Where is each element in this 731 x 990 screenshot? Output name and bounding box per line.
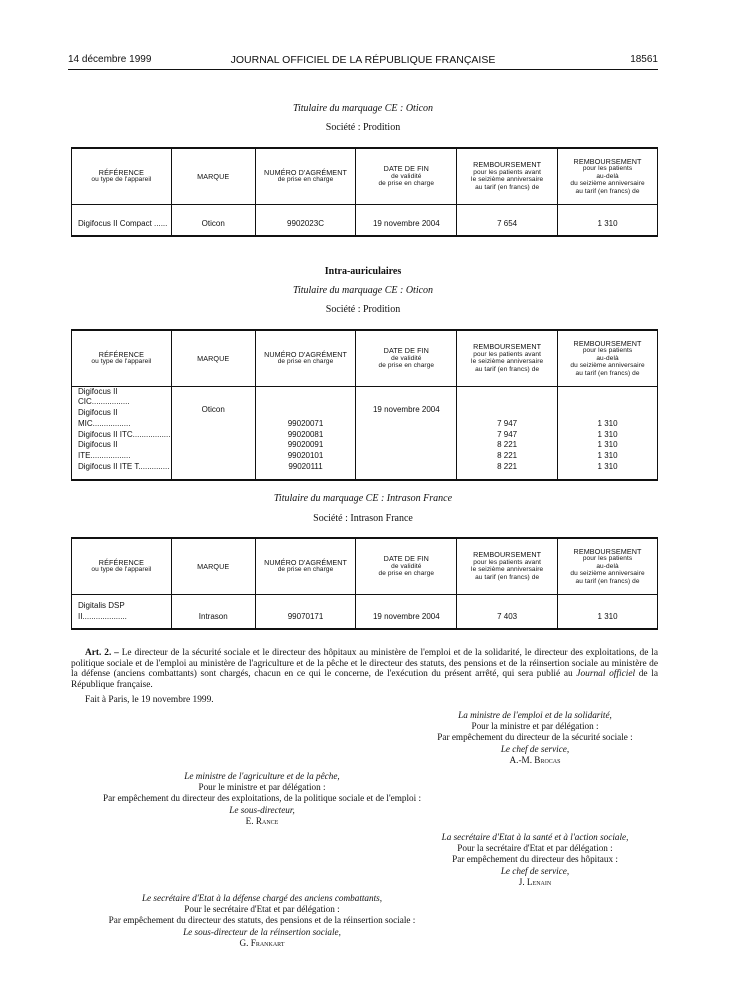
section3-titulaire: Titulaire du marquage CE : Intrason France (273, 493, 453, 504)
table-row (72, 386, 658, 480)
cell-marque: Intrason (171, 594, 255, 629)
col-numero: NUMÉRO D'AGRÉMENT de prise en charge (255, 148, 356, 204)
article-text: Le directeur de la sécurité sociale et le directeur des hôpitaux au ministère de l'emploi et de la solidarité, le directeur des exploitations, de la politique sociale et de l'emploi au ministère de l'agriculture et de la pêche et le directeur des statuts, des pensions et de la réinsertion sociale au ministère de la défense (anciens combattants) sont chargés, chacun en ce qui le concerne, de l'exécution du présent arrêté, qui sera publié au (71, 648, 658, 680)
col-marque: MARQUE (171, 148, 255, 204)
cell-remb-apres: 1 310 (558, 594, 658, 629)
col-remb-avant: REMBOURSEMENT pour les patients avant le seizième anniversaire au tarif (en francs) de (457, 148, 558, 204)
cell-numero: 9902023C (255, 204, 356, 236)
signature-defense: Le secrétaire d'Etat à la défense chargé des anciens combattants, Pour le secrétaire d'Etat et par délégation : Par empêchement du directeur des statuts, des pensions et de la réinsertion sociale : Le sous-directeur de la réinsertion sociale, G. Frankart (108, 893, 416, 948)
cell-marque: Oticon (171, 204, 255, 236)
page-header (68, 54, 658, 68)
fait-a-paris: Fait à Paris, le 19 novembre 1999. (85, 695, 214, 705)
header-date: 14 décembre 1999 (68, 54, 152, 65)
table-row (72, 594, 658, 629)
cell-remb-avant: 7 403 (457, 594, 558, 629)
cell-reference: Digifocus II Compact ...... (72, 204, 172, 236)
col-remb-apres: REMBOURSEMENT pour les patients au-delà du seizième anniversaire au tarif (en francs) de (558, 330, 658, 386)
cell-date-fin: 19 novembre 2004 (356, 386, 457, 480)
cell-remb-apres: 1 310 (558, 204, 658, 236)
col-remb-apres: REMBOURSEMENT pour les patients au-delà du seizième anniversaire au tarif (en francs) de (558, 148, 658, 204)
cell-date-fin: 19 novembre 2004 (356, 594, 457, 629)
table-header-row (72, 330, 658, 386)
article-2-paragraph (71, 648, 658, 690)
col-remb-apres: REMBOURSEMENT pour les patients au-delà du seizième anniversaire au tarif (en francs) de (558, 538, 658, 594)
signature-emploi: La ministre de l'emploi et de la solidarité, Pour la ministre et par délégation : Par empêchement du directeur de la sécurité sociale : Le chef de service, A.-M. Brocas (437, 710, 633, 765)
col-marque: MARQUE (171, 330, 255, 386)
signature-sante: La secrétaire d'Etat à la santé et à l'action sociale, Pour la secrétaire d'Etat et par délégation : Par empêchement du directeur des hôpitaux : Le chef de service, J. Lenain (441, 832, 629, 887)
section3-table (71, 537, 658, 630)
article-text-end: de la République française. (71, 669, 658, 690)
cell-reference-list: Digifocus II CIC................. Digifocus II MIC................. Digifocus II ITC................. Digifocus II ITE.................. Digifocus II ITE T.............. (72, 386, 172, 480)
col-date-fin: DATE DE FIN de validité de prise en charge (356, 148, 457, 204)
header-rule (68, 69, 658, 70)
section2-titulaire: Titulaire du marquage CE : Oticon (292, 285, 434, 296)
col-date-fin: DATE DE FIN de validité de prise en charge (356, 330, 457, 386)
col-marque: MARQUE (171, 538, 255, 594)
section1-table (71, 147, 658, 237)
article-label: Art. 2. – (85, 648, 119, 658)
cell-remb-avant-list: 7 947 7 947 8 221 8 221 8 221 (457, 386, 558, 480)
col-reference: RÉFÉRENCE ou type de l'appareil (72, 148, 172, 204)
col-reference: RÉFÉRENCE ou type de l'appareil (72, 538, 172, 594)
header-journal-title: JOURNAL OFFICIEL DE LA RÉPUBLIQUE FRANÇAISE (230, 54, 496, 66)
col-remb-avant: REMBOURSEMENT pour les patients avant le seizième anniversaire au tarif (en francs) de (457, 538, 558, 594)
cell-remb-apres-list: 1 310 1 310 1 310 1 310 1 310 (558, 386, 658, 480)
cell-remb-avant: 7 654 (457, 204, 558, 236)
table-header-row (72, 538, 658, 594)
cell-date-fin: 19 novembre 2004 (356, 204, 457, 236)
table-header-row (72, 148, 658, 204)
section2-heading: Intra-auriculaires (324, 266, 402, 277)
section2-table (71, 329, 658, 481)
section1-societe: Société : Prodition (325, 122, 401, 133)
section2-societe: Société : Prodition (325, 304, 401, 315)
cell-numero-list: 99020071 99020081 99020091 99020101 99020111 (255, 386, 356, 480)
cell-marque: Oticon (171, 386, 255, 480)
cell-reference: Digitalis DSP II.................... (72, 594, 172, 629)
col-date-fin: DATE DE FIN de validité de prise en charge (356, 538, 457, 594)
header-page-number: 18561 (630, 54, 658, 65)
cell-numero: 99070171 (255, 594, 356, 629)
section1-titulaire: Titulaire du marquage CE : Oticon (292, 103, 434, 114)
signature-agriculture: Le ministre de l'agriculture et de la pêche, Pour le ministre et par délégation : Par empêchement du directeur des exploitations, de la politique sociale et de l'emploi : Le sous-directeur, E. Rance (102, 771, 421, 826)
table-row (72, 204, 658, 236)
col-numero: NUMÉRO D'AGRÉMENT de prise en charge (255, 538, 356, 594)
article-journal-ref: Journal officiel (576, 669, 636, 680)
col-reference: RÉFÉRENCE ou type de l'appareil (72, 330, 172, 386)
col-numero: NUMÉRO D'AGRÉMENT de prise en charge (255, 330, 356, 386)
section3-societe: Société : Intrason France (313, 513, 413, 524)
col-remb-avant: REMBOURSEMENT pour les patients avant le seizième anniversaire au tarif (en francs) de (457, 330, 558, 386)
